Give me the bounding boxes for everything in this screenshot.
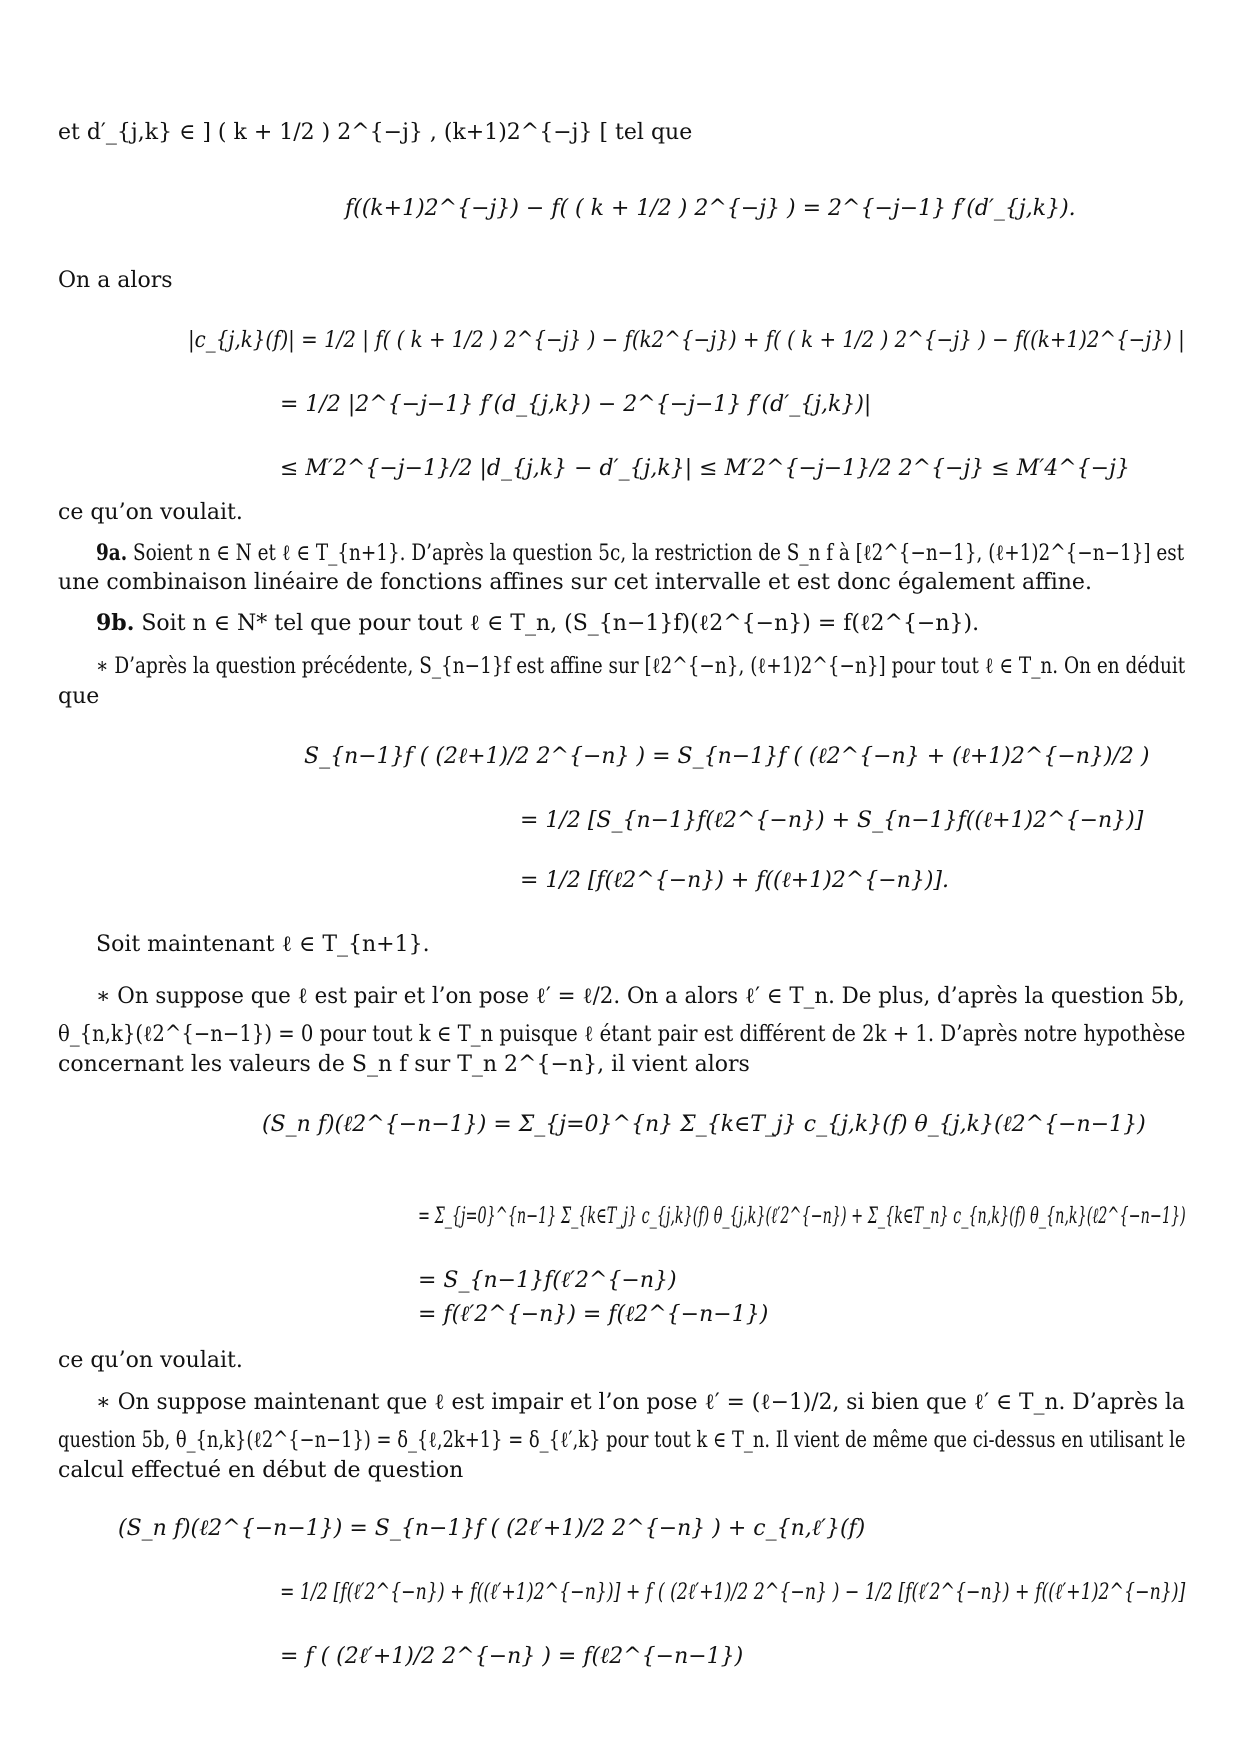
question-label: 9b. [96,610,135,636]
text-line: ∗ On suppose que ℓ est pair et l’on pose ℓ′ = ℓ/2. On a alors ℓ′ ∈ T_n. De plus, d’après la question 5b, [96,984,1185,1009]
text-line: On a alors [58,268,173,293]
text-line: une combinaison linéaire de fonctions affines sur cet intervalle et est donc également affine. [58,570,1092,595]
text-line: question 5b, θ_{n,k}(ℓ2^{−n−1}) = δ_{ℓ,2k+1} = δ_{ℓ′,k} pour tout k ∈ T_n. Il vient de même que ci-dessus en utilisant le [58,1428,1186,1453]
equation-line: = f ( (2ℓ′+1)/2 2^{−n} ) = f(ℓ2^{−n−1}) [280,1644,744,1669]
text-line: concernant les valeurs de S_n f sur T_n 2^{−n}, il vient alors [58,1052,750,1077]
equation-line: S_{n−1}f ( (2ℓ+1)/2 2^{−n} ) = S_{n−1}f ( (ℓ2^{−n} + (ℓ+1)2^{−n})/2 ) [304,744,1150,769]
equation-line: (S_n f)(ℓ2^{−n−1}) = Σ_{j=0}^{n} Σ_{k∈T_j} c_{j,k}(f) θ_{j,k}(ℓ2^{−n−1}) [262,1112,1146,1137]
equation-line: |c_{j,k}(f)| = 1/2 | f( ( k + 1/2 ) 2^{−j} ) − f(k2^{−j}) + f( ( k + 1/2 ) 2^{−j} ) − f((k+1)2^{−j}) | [188,328,1185,353]
equation-line: = S_{n−1}f(ℓ′2^{−n}) [418,1268,677,1293]
equation-line: (S_n f)(ℓ2^{−n−1}) = S_{n−1}f ( (2ℓ′+1)/2 2^{−n} ) + c_{n,ℓ′}(f) [118,1516,866,1541]
text-line: θ_{n,k}(ℓ2^{−n−1}) = 0 pour tout k ∈ T_n puisque ℓ étant pair est différent de 2k + 1. D’après notre hypothèse [58,1022,1186,1047]
text-line: ∗ D’après la question précédente, S_{n−1}f est affine sur [ℓ2^{−n}, (ℓ+1)2^{−n}] pour tout ℓ ∈ T_n. On en déduit [96,654,1186,679]
paragraph-9b [96,610,979,637]
question-label: 9a. [96,540,128,566]
text-line: Soient n ∈ N et ℓ ∈ T_{n+1}. D’après la question 5c, la restriction de S_n f à [ℓ2^{−n−1}, (ℓ+1)2^{−n−1}] est [132,541,1185,566]
equation-line: = 1/2 |2^{−j−1} f′(d_{j,k}) − 2^{−j−1} f′(d′_{j,k})| [280,392,872,417]
equation-line: = 1/2 [f(ℓ′2^{−n}) + f((ℓ′+1)2^{−n})] + f ( (2ℓ′+1)/2 2^{−n} ) − 1/2 [f(ℓ′2^{−n}) + f((ℓ′+1)2^{−n})] [280,1580,1186,1605]
text-line: Soit maintenant ℓ ∈ T_{n+1}. [96,932,430,957]
text-line: et d′_{j,k} ∈ ] ( k + 1/2 ) 2^{−j} , (k+1)2^{−j} [ tel que [58,120,693,145]
paragraph-9a [96,540,1184,567]
text-line: ce qu’on voulait. [58,1348,243,1373]
text-line: ∗ On suppose maintenant que ℓ est impair et l’on pose ℓ′ = (ℓ−1)/2, si bien que ℓ′ ∈ T_n. D’après la [96,1390,1185,1415]
equation-line: = 1/2 [S_{n−1}f(ℓ2^{−n}) + S_{n−1}f((ℓ+1)2^{−n})] [520,808,1144,833]
text-line: calcul effectué en début de question [58,1458,464,1483]
equation-line: f((k+1)2^{−j}) − f( ( k + 1/2 ) 2^{−j} ) = 2^{−j−1} f′(d′_{j,k}). [345,196,1076,221]
equation-line: = Σ_{j=0}^{n−1} Σ_{k∈T_j} c_{j,k}(f) θ_{j,k}(ℓ′2^{−n}) + Σ_{k∈T_n} c_{n,k}(f) θ_{n,k}(ℓ2^{−n−1}) [418,1204,1186,1229]
equation-line: = f(ℓ′2^{−n}) = f(ℓ2^{−n−1}) [418,1302,769,1327]
equation-line: = 1/2 [f(ℓ2^{−n}) + f((ℓ+1)2^{−n})]. [520,868,949,893]
text-line: que [58,684,100,709]
text-line: Soit n ∈ N* tel que pour tout ℓ ∈ T_n, (S_{n−1}f)(ℓ2^{−n}) = f(ℓ2^{−n}). [141,611,980,636]
text-line: ce qu’on voulait. [58,500,243,525]
equation-line: ≤ M′2^{−j−1}/2 |d_{j,k} − d′_{j,k}| ≤ M′2^{−j−1}/2 2^{−j} ≤ M′4^{−j} [280,456,1130,481]
